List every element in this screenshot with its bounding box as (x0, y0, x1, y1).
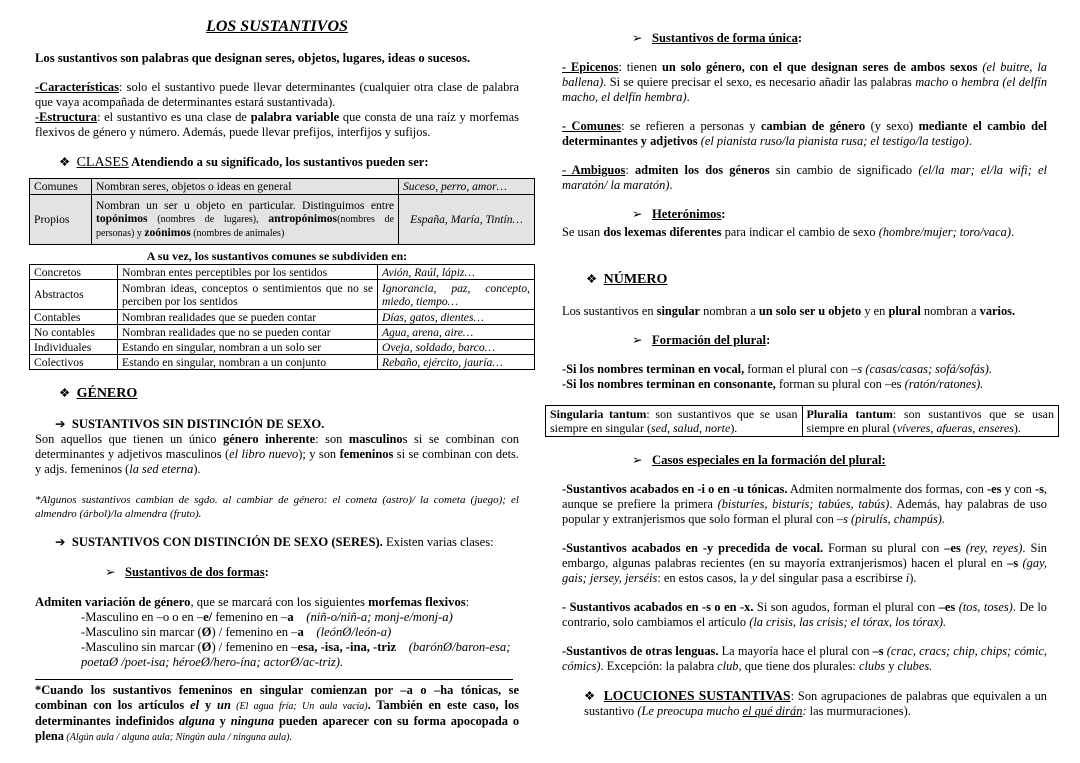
arrow-icon: ➔ (55, 535, 66, 549)
arrowhead-icon: ➢ (632, 453, 643, 467)
heteronimos-heading: ➢ Heterónimos: (632, 207, 726, 221)
table-row: Comunes Nombran seres, objetos o ideas en general Suceso, perro, amor… (30, 179, 535, 195)
arrowhead-icon: ➢ (632, 31, 643, 45)
clases-table (29, 178, 535, 245)
casos-heading: ➢ Casos especiales en la formación del plural: (632, 453, 886, 467)
genero-heading: ❖ GÉNERO (59, 386, 138, 401)
arrowhead-icon: ➢ (632, 207, 643, 221)
table-row (30, 340, 535, 355)
heteronimos-text: Se usan dos lexemas diferentes para indicar el cambio de sexo (hombre/mujer; toro/vaca). (562, 225, 1015, 239)
table-cell-ex: Agua, arena, aire… (378, 325, 535, 340)
diamond-bullet-icon: ❖ (584, 689, 596, 703)
table-cell-name: Contables (30, 310, 118, 325)
page-title: LOS SUSTANTIVOS (206, 18, 348, 35)
comunes-subdivision-table (29, 264, 535, 370)
arrowhead-icon: ➢ (105, 565, 116, 579)
table-cell-name: Individuales (30, 340, 118, 355)
pluralia-box: Pluralia tantum: son sustantivos que se usan siempre en plural (víveres, afueras, enseres). (803, 405, 1060, 437)
table-row (30, 310, 535, 325)
table-cell-desc: Nombran realidades que no se pueden contar (118, 325, 378, 340)
table-cell-ex: Oveja, soldado, barco… (378, 340, 535, 355)
table-cell-desc: Estando en singular, nombran a un conjunto (118, 355, 378, 370)
table-cell-name: Abstractos (30, 280, 118, 310)
table-cell-ex: Ignorancia, paz, concepto, miedo, tiempo… (378, 280, 535, 310)
table-cell-name: Colectivos (30, 355, 118, 370)
subdivide-caption: A su vez, los sustantivos comunes se subdividen en: (146, 249, 408, 263)
caso-y: -Sustantivos acabados en -y precedida de vocal. Forman su plural con –es (rey, reyes). Sin embargo, algunas palabras recientes (en su mayoría extranjerismos) hacen el plural en –s (gay, gais; jersey, jerséis: en estos casos, la y del singular pasa a escribirse i). (562, 541, 1048, 585)
sin-distincion-section: ➔ SUSTANTIVOS SIN DISTINCIÓN DE SEXO. Son aquellos que tienen un único género inherente: son masculinos si se combinan con determinantes y adjetivos masculinos (el libro nuevo); y son femeninos si se combinan con dets. y adjs. femeninos (la sed eterna). (35, 417, 520, 476)
formas-list (35, 610, 519, 670)
locuciones-section: ❖ LOCUCIONES SUSTANTIVAS: Son agrupaciones de palabras que equivalen a un sustantivo (Le preocupa mucho el qué dirán: las murmuraciones). (584, 688, 1047, 718)
table-row (30, 355, 535, 370)
list-item: -Masculino sin marcar (Ø) / femenino en –a (leónØ/león-a) (81, 625, 392, 639)
tantum-boxes (545, 405, 1059, 437)
table-cell-name: No contables (30, 325, 118, 340)
table-cell-desc: Estando en singular, nombran a un solo ser (118, 340, 378, 355)
table-row (30, 280, 535, 310)
epicenos-paragraph: - Epicenos: tienen un solo género, con el que designan seres de ambos sexos (el buitre, la ballena). Si se quiere precisar el sexo, es necesario añadir las palabras macho o hembra (el delfín macho, el delfín hembra). (562, 60, 1048, 104)
table-cell-desc: Nombran realidades que se pueden contar (118, 310, 378, 325)
table-row: Propios Nombran un ser u objeto en particular. Distinguimos entre topónimos (nombres de lugares), antropónimos(nombres de personas) y zoónimos (nombres de animales) España, María, Tintín… (30, 195, 535, 245)
final-note: *Cuando los sustantivos femeninos en singular comienzan por –a o –ha tónicas, se combinan con los artículos el y un (El agua fría; Un aula vacía). También en este caso, los determinantes indefinidos alguna y ninguna pueden aparecer con su forma apocopada o plena (Algún aula / alguna aula; Ningún aula / ninguna aula). (35, 683, 520, 743)
genero-nota: *Algunos sustantivos cambian de sgdo. al cambiar de género: el cometa (astro)/ la cometa (juego); el almendro (árbol)/la almendra (fruto). (35, 494, 519, 520)
caso-i-u: -Sustantivos acabados en -i o en -u tónicas. Admiten normalmente dos formas, con -es y con -s, aunque se prefiere la primera (bisturíes, bisturís; tabúes, tabús). Además, hay palabras de uso popular y extranjerismos que solo forman el plural con –s (pirulís, champús). (562, 482, 1047, 526)
con-distincion-heading: ➔ SUSTANTIVOS CON DISTINCIÓN DE SEXO (SERES). Existen varias clases: (55, 535, 494, 549)
diamond-bullet-icon: ❖ (59, 155, 71, 169)
numero-heading: ❖ NÚMERO (586, 272, 668, 287)
table-cell-name: Concretos (30, 265, 118, 280)
caso-otras-lenguas: -Sustantivos de otras lenguas. La mayoría hace el plural con –s (crac, cracs; chip, chips; cómic, cómics). Excepción: la palabra club, que tiene dos plurales: clubs y clubes. (562, 644, 1047, 673)
dos-formas-heading: ➢ Sustantivos de dos formas: (105, 565, 269, 579)
table-cell-ex: Días, gatos, dientes… (378, 310, 535, 325)
clases-heading: ❖ CLASES Atendiendo a su significado, los sustantivos pueden ser: (59, 155, 429, 170)
table-cell-ex: Avión, Raúl, lápiz… (378, 265, 535, 280)
table-cell-desc: Nombran ideas, conceptos o sentimientos que no se perciben por los sentidos (118, 280, 378, 310)
dos-formas-body: Admiten variación de género, que se marcará con los siguientes morfemas flexivos: -Masculino en –o o en –e/ femenino en –a (niñ-o/niñ-a; monj-e/monj-a) -Masculino sin marcar (Ø) / femenino en –a (leónØ/león-a) -Masculino sin marcar (Ø) / femenino en –esa, -isa, -ina, -triz (barónØ/baron-esa; poetaØ /poet-isa; héroeØ/hero-ína; actorØ/ac-triz). (35, 595, 519, 670)
caso-s-x: - Sustantivos acabados en -s o en -x. Si son agudos, forman el plural con –es (tos, toses). De lo contrario, solo cambiamos el artículo (la crisis, las crisis; el tórax, los tórax). (562, 600, 1047, 629)
diamond-bullet-icon: ❖ (586, 272, 598, 286)
comunes-paragraph: - Comunes: se refieren a personas y cambian de género (y sexo) mediante el cambio del determinantes y adjetivos (el pianista ruso/la pianista rusa; el testigo/la testigo). (562, 119, 1047, 148)
formacion-heading: ➢ Formación del plural: (632, 333, 771, 347)
table-row (30, 265, 535, 280)
numero-text: Los sustantivos en singular nombran a un solo ser u objeto y en plural nombran a varios. (562, 304, 1016, 318)
plural-rules: -Si los nombres terminan en vocal, forman el plural con –s (casas/casas; sofá/sofás). -Si los nombres terminan en consonante, forman su plural con –es (ratón/ratones). (562, 362, 992, 391)
singularia-box: Singularia tantum: son sustantivos que se usan siempre en singular (sed, salud, norte). (545, 405, 803, 437)
arrowhead-icon: ➢ (632, 333, 643, 347)
diamond-bullet-icon: ❖ (59, 386, 71, 400)
table-cell-desc: Nombran entes perceptibles por los sentidos (118, 265, 378, 280)
list-item: -Masculino en –o o en –e/ femenino en –a (niñ-o/niñ-a; monj-e/monj-a) (81, 610, 453, 624)
caracteristicas-paragraph: -Características: solo el sustantivo puede llevar determinantes (cualquier otra clase de palabra que vaya acompañada de determinantes estará sustantivada). -Estructura: el sustantivo es una clase de palabra variable que consta de una raíz y morfemas flexivos de género y número. Además, puede llevar prefijos, interfijos y sufijos. (35, 80, 519, 139)
table-row (30, 325, 535, 340)
divider (35, 679, 513, 680)
ambiguos-paragraph: - Ambiguos: admiten los dos géneros sin cambio de significado (el/la mar; el/la wifi; el maratón/ la maratón). (562, 163, 1047, 192)
forma-unica-heading: ➢ Sustantivos de forma única: (632, 31, 803, 45)
list-item: -Masculino sin marcar (Ø) / femenino en –esa, -isa, -ina, -triz (barónØ/baron-esa; poetaØ /poet-isa; héroeØ/hero-ína; actorØ/ac-triz). (81, 640, 511, 669)
arrow-icon: ➔ (55, 417, 66, 431)
intro: Los sustantivos son palabras que designan seres, objetos, lugares, ideas o sucesos. (35, 51, 471, 65)
table-cell-ex: Rebaño, ejército, jauría… (378, 355, 535, 370)
